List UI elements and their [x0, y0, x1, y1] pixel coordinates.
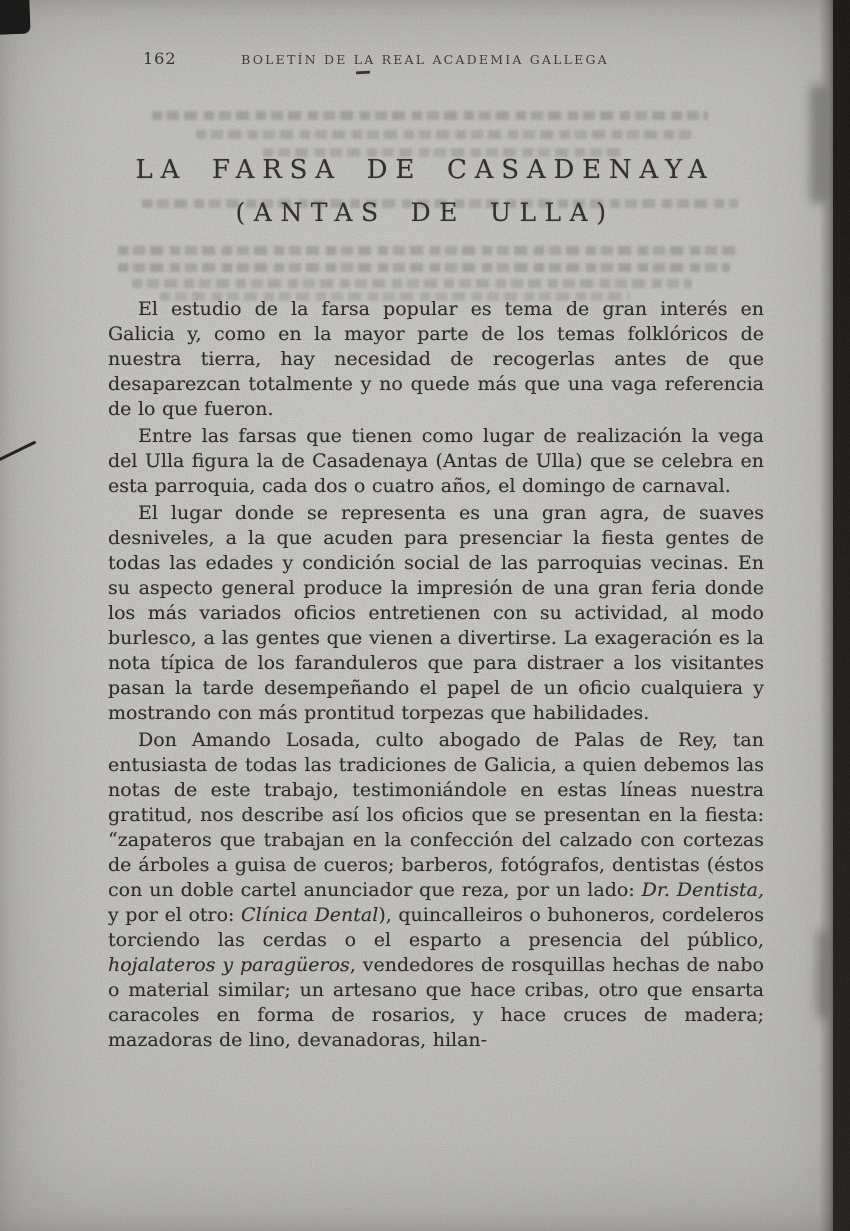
- italic-phrase-hojalateros: hojalateros y paragüeros: [108, 954, 350, 976]
- scan-artifact-blotch: [810, 84, 826, 204]
- bleedthrough-ghost-line: [118, 263, 730, 272]
- page-header: [0, 49, 850, 71]
- bleedthrough-ghost-line: [118, 246, 738, 255]
- scan-artifact-pen-slash: [0, 441, 36, 463]
- article-body: [108, 297, 764, 1055]
- page-number: 162: [143, 49, 177, 68]
- article-title-line-2: (ANTAS DE ULLA): [235, 198, 615, 227]
- scan-artifact-top-left-corner: [0, 0, 31, 35]
- paragraph-4-text: Don Amando Losada, culto abogado de Palas de Rey, tan entusiasta de todas las tradiciones de Galicia, a quien debemos las notas de este trabajo, testimoniándole en estas líneas nuestra gratitud, nos describe así los oficios que se presentan en la fiesta: “zapateros que trabajan en la confección del calzado con cortezas de árboles a guisa de cueros; barberos, fotógrafos, dentistas (éstos con un doble cartel anunciador que reza, por un lado:: [108, 729, 764, 901]
- italic-phrase-dr-dentista: Dr. Dentista,: [641, 879, 764, 901]
- paragraph-2: Entre las farsas que tienen como lugar de realización la vega del Ulla figura la de Casadenaya (Antas de Ulla) que se celebra en esta parroquia, cada dos o cuatro años, el domingo de carnaval.: [108, 425, 764, 497]
- article-title: [0, 155, 850, 227]
- article-title-line-1: LA FARSA DE CASADENAYA: [135, 155, 715, 185]
- paragraph-4: [108, 728, 764, 1053]
- paragraph-4-text: , vendedores de rosquillas hechas de nabo o material similar; un artesano que hace cribas, otro que ensarta caracoles en forma de rosarios, y hace cruces de madera; mazadoras de lino, devanadoras, hilan-: [108, 954, 764, 1051]
- bleedthrough-ghost-line: [152, 111, 708, 120]
- scan-artifact-blotch: [816, 930, 828, 1020]
- book-gutter-shadow: [833, 0, 850, 1231]
- header-ink-dash: [356, 71, 370, 75]
- running-header-title: BOLETÍN DE LA REAL ACADEMIA GALLEGA: [241, 52, 609, 67]
- bleedthrough-ghost-line: [132, 279, 692, 288]
- paragraph-3: El lugar donde se representa es una gran agra, de suaves desniveles, a la que acuden para presenciar la fiesta gentes de todas las edades y condición social de las parroquias vecinas. En su aspecto general produce la impresión de una gran feria donde los más variados oficios entretienen con su actividad, al modo burlesco, a las gentes que vienen a divertirse. La exageración es la nota típica de los faranduleros que para distraer a los visitantes pasan la tarde desempeñando el papel de un oficio cualquiera y mostrando con más prontitud torpezas que habilidades.: [108, 502, 764, 724]
- bleedthrough-ghost-line: [196, 130, 696, 139]
- paragraph-1: El estudio de la farsa popular es tema de gran interés en Galicia y, como en la mayor parte de los temas folklóricos de nuestra tierra, hay necesidad de recogerlas antes de que desaparezcan totalmente y no quede más que una vaga referencia de lo que fueron.: [108, 298, 764, 420]
- paragraph-4-text: ), quincalleiros o buhoneros, cordeleros torciendo las cerdas o el esparto a presencia del público,: [108, 904, 764, 951]
- italic-phrase-clinica-dental: Clínica Dental: [241, 904, 379, 926]
- paragraph-4-text: y por el otro:: [108, 904, 242, 926]
